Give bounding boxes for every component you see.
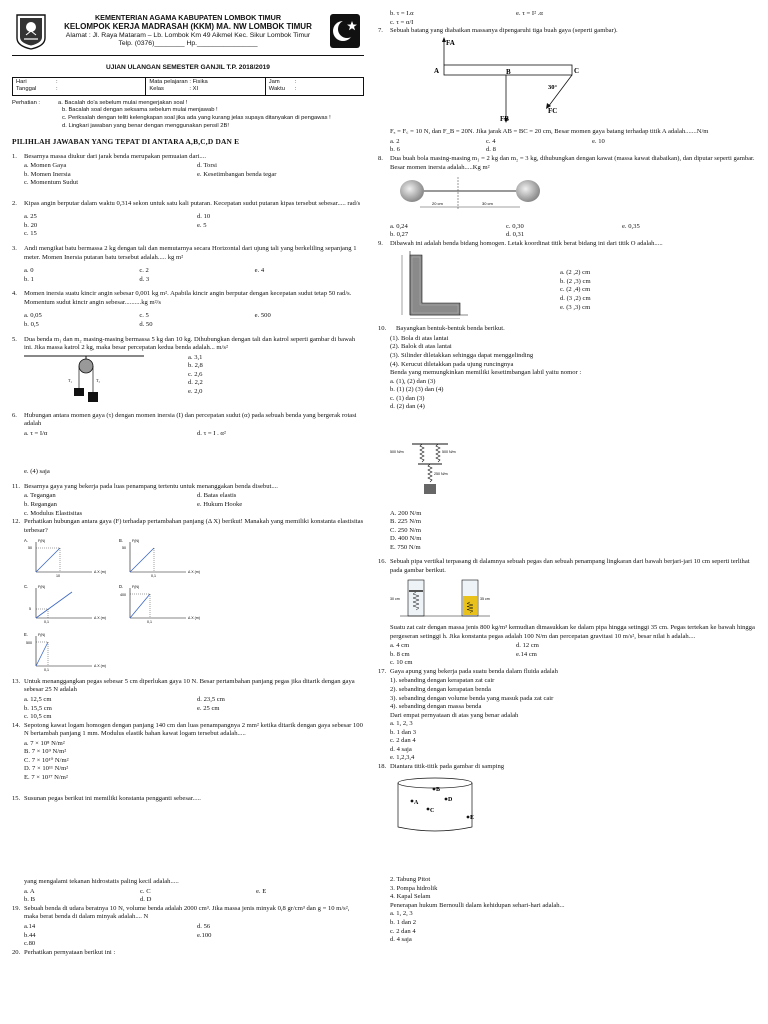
svg-text:Δ X (m): Δ X (m) [188, 570, 200, 575]
spring-system-figure [390, 442, 470, 500]
svg-text:30°: 30° [548, 83, 558, 91]
option[interactable]: a. 4 cm [390, 642, 410, 650]
phone: Telp. (0376)________ Hp.________________ [118, 40, 258, 48]
svg-text:FB: FB [500, 114, 509, 123]
question-6-options-cont [378, 10, 760, 27]
question-7: 7. Sebuah batang yang diabaikan massanya dipengaruhi tiga buah gaya (seperti gambar). FA A B C FB FC 30° Fₐ = F꜀ = 10 N, dan F_B = 20N. Jika jarak AB = BC = 20 cm, Besar momen gaya batang terhadap titik A adalah.......N/m a. 2 c. 4 e. 10 b. 6 d. 8 [378, 27, 760, 155]
option[interactable]: b. (1) (2) (3) dan (4) [390, 386, 444, 394]
letterhead [12, 10, 364, 56]
option[interactable]: B. 7 × 10⁹ N/m² [24, 748, 67, 756]
nw-logo-icon [328, 12, 362, 50]
svg-text:500 N/m: 500 N/m [442, 449, 456, 454]
option[interactable]: a. (1), (2) dan (3) [390, 377, 436, 385]
option[interactable]: d. (3 ,2) cm [560, 295, 591, 302]
svg-text:T₁: T₁ [68, 377, 72, 383]
option[interactable]: e. (4) saja [24, 468, 50, 476]
option[interactable]: d. 8 [486, 146, 496, 154]
option[interactable]: D. 7 × 10¹¹ N/m² [24, 765, 69, 773]
svg-text:C.: C. [24, 584, 29, 590]
option[interactable]: a. 25 [24, 213, 37, 221]
option[interactable]: b. 8 cm [390, 650, 410, 658]
question-8: 8. Dua buah bola masing-masing m₁ = 2 kg dan m₂ = 3 kg, dihubungkan dengan kawat (massa kawat diabaikan), dan diputar seperti gambar. Besar momen inersia adalah.....Kg m² 20 cm 30 cm a. 0,24 c. 0,30 e. 0,35 b. 0,27 d. 0,31 [378, 155, 760, 240]
option[interactable]: a. 7 × 10⁸ N/m² [24, 739, 65, 747]
option[interactable]: c. 15 [24, 230, 37, 238]
tube-spring-figure [390, 576, 500, 620]
option[interactable]: e. 4 [254, 267, 265, 275]
l-shape-figure [390, 249, 470, 319]
option[interactable]: a. Tegangan [24, 492, 56, 500]
svg-text:B.: B. [119, 538, 123, 544]
option[interactable]: e. E [256, 887, 267, 895]
right-column [378, 10, 760, 1020]
svg-text:FA: FA [446, 38, 455, 47]
option[interactable]: a. 2 [390, 137, 400, 145]
option[interactable]: d. Torsi [197, 162, 217, 170]
option[interactable]: c. Momentum Sudut [24, 179, 79, 187]
svg-text:F(N): F(N) [38, 585, 46, 590]
option[interactable]: a. 0,24 [390, 222, 408, 230]
question-12: 12. Perhatikan hubungan antara gaya (F) terhadap pertambahan panjang (Δ X) berikut! Manakah yang memiliki konstanta elastisitas terbesar? A. F(N) 50 10 Δ X (m) B. F(N) 50 0,1 Δ X (m) C. F(N) 5 0,1 Δ X (m) D. F(N) 400 0,1 Δ X (m) E. F(N) 500 0,1 Δ X (m) [12, 518, 364, 673]
option[interactable]: c. 2,6 [188, 370, 203, 378]
info-cell-subject: Mata pelajaran : Fisika Kelas : XI [146, 77, 265, 95]
container-points-figure [390, 773, 480, 835]
svg-text:400: 400 [120, 593, 126, 598]
svg-text:B: B [436, 786, 441, 793]
svg-text:500: 500 [26, 641, 32, 646]
option[interactable]: A. 200 N/m [390, 509, 422, 517]
svg-text:20 cm: 20 cm [432, 201, 443, 207]
info-cell-time: Jam : Waktu : [265, 77, 363, 95]
question-16: 16. Sebuah pipa vertikal terpasang di dalamnya sebuah pegas dan sebuah penampang lingkaran dari bawah berjari-jari 10 cm seperti terlihat pada gambar berikut. 30 cm 35 cm Suatu zat cair dengan massa jenis 800 kg/m³ kemudian dimasukkan ke dalam pipa hingga setinggi 35 cm. Pegas tertekan ke bawah hingga pergeseran setinggi h. Jika konstanta pegas adalah 100 N/m dan percepatan gravitasi 10 m/s², besar nilai h adalah.... a. 4 cm d. 12 cm b. 8 cm e.14 cm c. 10 cm [378, 558, 760, 668]
option[interactable]: a. Momen Gaya [24, 162, 67, 170]
option[interactable]: d. Batas elastis [197, 492, 237, 500]
option[interactable]: d. (2) dan (4) [390, 403, 425, 411]
svg-text:E.: E. [24, 632, 28, 638]
option[interactable]: a. τ = I/α [24, 429, 48, 437]
option[interactable]: b. (2 ,3) cm [560, 277, 591, 285]
option[interactable]: a. (2 ,2) cm [560, 269, 591, 277]
option[interactable]: b. B [24, 896, 35, 904]
question-11: 11. Besarnya gaya yang bekerja pada luas penampang tertentu untuk menanggakan benda disebut.... a. Tegangan d. Batas elastis b. Regangan e. Hukum Hooke c. Modulus Elastisitas [12, 483, 364, 518]
student-info-table [12, 77, 364, 96]
option[interactable]: d. D [140, 896, 152, 904]
question-10: 10. Bayangkan bentuk-bentuk benda berikut. (1). Bola di atas lantai (2). Balok di atas lantai (3). Silinder diletakkan sehingga dapat menggelinding (4). Kerucut diletakkan pada ujung runcingnya Benda yang memungkinkan memiliki kesetimbangan labil yaitu nomor : a. (1), (2) dan (3) b. (1) (2) (3) dan (4) c. (1) dan (3) d. (2) dan (4) [378, 325, 760, 412]
option[interactable]: c. Modulus Elastisitas [24, 509, 83, 517]
option[interactable]: C. 7 × 10¹⁰ N/m² [24, 756, 69, 764]
svg-text:FC: FC [548, 106, 558, 115]
graph-options-figure [24, 536, 214, 674]
option[interactable]: b.44 [24, 931, 36, 939]
svg-text:500 N/m: 500 N/m [390, 449, 404, 454]
option[interactable]: c. C [140, 887, 151, 895]
svg-text:C: C [574, 66, 580, 75]
option[interactable]: c. τ = α/I [390, 18, 414, 26]
svg-text:C: C [430, 807, 435, 814]
pulley-figure [24, 354, 164, 406]
option[interactable]: c. (2 ,4) cm [560, 286, 591, 294]
question-18: 18. Diantara titik-titik pada gambar di samping B A D C E [378, 763, 760, 838]
option[interactable]: d. 0,31 [506, 231, 525, 239]
svg-text:30 cm: 30 cm [390, 597, 400, 602]
svg-text:A: A [414, 799, 419, 806]
section-title: PILIHLAH JAWABAN YANG TEPAT DI ANTARA A,B,C,D DAN E [12, 136, 240, 146]
option[interactable]: a. 0 [24, 267, 34, 275]
option[interactable]: c. 5 [139, 312, 149, 320]
option[interactable]: b. 2,8 [188, 362, 203, 370]
option[interactable]: c. 10,5 cm [24, 713, 52, 721]
svg-text:F(N): F(N) [132, 539, 140, 544]
option[interactable]: d. 10 [197, 213, 211, 221]
question-1: 1. Besarnya massa diukur dari jarak benda merupakan pemuaian dari.... a. Momen Gaya d. Torsi b. Momen Inersia e. Kesetimbangan benda tegar c. Momentum Sudut [12, 153, 364, 188]
question-19: 19. Sebuah benda di udara beratnya 10 N, volume benda adalah 2000 cm³. Jika massa jenis minyak 0,8 gr/cm³ dan g = 10 m/s², maka berat benda di dalam minyak adalah.... N a.14 d. 56 b.44 e.100 c.80 [12, 905, 364, 949]
graph-c[interactable] [24, 584, 106, 624]
graph-a[interactable] [24, 538, 106, 578]
option[interactable]: d. τ = I . α² [197, 429, 226, 437]
svg-text:Δ X (m): Δ X (m) [94, 570, 106, 575]
option[interactable]: D. 400 N/m [390, 535, 422, 543]
svg-text:T₂: T₂ [96, 377, 100, 383]
option[interactable]: e. 1,2,3,4 [390, 754, 415, 762]
question-5: 5. Dua benda m₁ dan m₂ masing-masing bermassa 5 kg dan 10 kg. Dihubungkan dengan tali dan katrol seperti gambar di bawah ini. Jika massa katrol 2 kg, maka besar percepatan kedua benda adalah... m/s² T₁ T₂ a. 3,1 b. 2,8 c. 2,6 d. 2,2 e. 2,0 [12, 336, 364, 406]
question-20: 20. Perhatikan pernyataan berikut ini : [12, 948, 116, 956]
svg-text:0,1: 0,1 [44, 620, 49, 625]
option[interactable]: b. Regangan [24, 501, 57, 508]
kkm-name: KELOMPOK KERJA MADRASAH (KKM) MA. NW LOMBOK TIMUR [64, 22, 312, 31]
option[interactable]: b. 0,27 [390, 231, 409, 239]
svg-text:0,1: 0,1 [44, 668, 49, 673]
svg-text:Δ X (m): Δ X (m) [188, 616, 200, 621]
info-cell-day: Hari : Tanggal : [13, 77, 146, 95]
option[interactable]: b. 0,5 [24, 320, 39, 328]
option[interactable]: b. 6 [390, 146, 400, 154]
option[interactable]: E. 750 N/m [390, 543, 421, 551]
option[interactable]: a.14 [24, 922, 36, 930]
option[interactable]: c. 2 [139, 267, 149, 275]
svg-text:0,1: 0,1 [147, 620, 152, 625]
option[interactable]: a. 12,5 cm [24, 695, 52, 703]
option[interactable]: e. 25 cm [197, 704, 220, 712]
svg-text:F(N): F(N) [38, 633, 46, 638]
option[interactable]: c. 2 dan 4 [390, 737, 416, 745]
ministry-name: KEMENTERIAN AGAMA KABUPATEN LOMBOK TIMUR [94, 13, 282, 22]
question-2: 2. Kipas angin berputar dalam waktu 0,314 sekon untuk satu kali putaran. Kecepatan sudut putaran kipas tersebut sebesar..... rad/s a. 25 d. 10 b. 20 e. 5 c. 15 [12, 200, 364, 239]
option[interactable]: a. 3,1 [188, 353, 203, 361]
exam-title: UJIAN ULANGAN SEMESTER GANJIL T.P. 2018/2019 [106, 64, 270, 71]
svg-text:A: A [434, 66, 440, 75]
question-13: 13. Untuk menanggangkan pegas sebesar 5 cm diperlukan gaya 10 N. Besar pertambahan panjang pegas jika ditarik dengan gaya sebesar 25 N adalah a. 12,5 cm d. 23,5 cm b. 15,5 cm e. 25 cm c. 10,5 cm [12, 678, 364, 722]
option[interactable]: d. 12 cm [516, 642, 539, 650]
option[interactable]: b. 1 dan 2 [390, 918, 417, 926]
option[interactable]: e.14 cm [516, 650, 537, 658]
svg-text:F(N): F(N) [38, 539, 46, 544]
option[interactable]: B. 225 N/m [390, 518, 421, 526]
option[interactable]: b. τ = I.α [390, 10, 414, 17]
svg-text:50: 50 [28, 546, 32, 551]
svg-text:250 N/m: 250 N/m [434, 471, 448, 476]
question-20-list: 2. Tabung Pitot 3. Pompa hidrolik 4. Kapal Selam Penerapan hukum Bernoulli dalam kehidupan sehari-hari adalah... a. 1, 2, 3 b. 1 dan 2 c. 2 dan 4 d. 4 saja [378, 876, 760, 945]
option[interactable]: a. 1, 2, 3 [390, 910, 413, 918]
option[interactable]: e. Kesetimbangan benda tegar [197, 170, 277, 178]
option[interactable]: a. A [24, 887, 35, 895]
option[interactable]: e. 10 [592, 137, 605, 145]
svg-text:10: 10 [56, 574, 60, 579]
option[interactable]: e. 0,35 [622, 222, 640, 230]
svg-text:B: B [506, 67, 511, 76]
svg-text:F(N): F(N) [132, 585, 140, 590]
question-9: 9. Dibawah ini adalah benda bidang homogen. Letak koordinat titik berat bidang ini dari titik O adalah..... a. (2 ,2) cm b. (2 ,3) cm c. (2 ,4) cm d. (3 ,2) cm e. (3 ,3) cm [378, 240, 760, 320]
option[interactable]: E. 7 × 10¹⁷ N/m² [24, 774, 68, 781]
svg-text:5: 5 [29, 607, 31, 612]
svg-text:D: D [448, 796, 453, 803]
question-fragment [12, 468, 364, 477]
option[interactable]: c. 0,30 [506, 222, 524, 230]
option[interactable]: c. 2 dan 4 [390, 927, 416, 935]
question-4: 4. Momen inersia suatu kincir angin sebesar 0,001 kg m². Apabila kincir angin berputar dengan kecepatan sudut tetap 50 rad/s. Momentum sudut kincir angin sebesar..........kg m²/s a. 0,05 c. 5 e. 500 b. 0,5 d. 50 [12, 290, 364, 329]
question-16-continuation: yang mengalami tekanan hidrostatis paling kecil adalah..... a. A c. C e. E b. B d. D [12, 878, 364, 905]
option[interactable]: b. Momen Inersia [24, 170, 71, 178]
graph-b[interactable] [119, 538, 200, 578]
option[interactable]: b. 15,5 cm [24, 704, 52, 712]
option[interactable]: a. 1, 2, 3 [390, 720, 413, 728]
left-column [12, 10, 364, 1020]
option[interactable]: c. 4 [486, 137, 496, 145]
option[interactable]: a. 0,05 [24, 312, 42, 320]
question-6: 6. Hubungan antara momen gaya (τ) dengan momen inersia (I) dan percepatan sudut (α) pada sebuah benda yang bergerak rotasi adalah a. τ = I/α d. τ = I . α² [12, 412, 364, 439]
graph-e[interactable] [24, 632, 106, 672]
option[interactable]: c.80 [24, 940, 36, 948]
option[interactable]: b. 1 dan 3 [390, 728, 417, 736]
letterhead-text [52, 13, 324, 49]
svg-text:50: 50 [122, 546, 126, 551]
option[interactable]: d. 4 saja [390, 936, 412, 944]
svg-text:A.: A. [24, 538, 28, 544]
svg-text:E: E [470, 814, 475, 821]
instructions: Perhatian : a. Bacalah do'a sebelum mulai mengerjakan soal ! b. Bacalah soal dengan seksama sebelum mulai menjawab ! c. Periksalah dengan teliti kelengkapan soal jika ada yang kurang jelas supaya ditanyakan di pengawas ! d. Lingkari jawaban yang benar dengan menggunakan pensil 2B! [12, 99, 331, 130]
two-balls-figure [390, 173, 550, 219]
option[interactable]: d. 2,2 [188, 379, 203, 387]
option[interactable]: e. τ = I² .α [516, 10, 543, 17]
option[interactable]: b. 1 [24, 275, 34, 283]
option[interactable]: d. 23,5 cm [197, 695, 225, 703]
address: Alamat : Jl. Raya Mataram – Lb. Lombok Km 49 Aikmel Kec. Sikur Lombok Timur [65, 32, 311, 39]
svg-text:Δ X (m): Δ X (m) [94, 616, 106, 621]
svg-text:30 cm: 30 cm [482, 201, 493, 207]
graph-d[interactable] [119, 584, 200, 624]
kemenag-logo-icon [14, 12, 48, 50]
option[interactable]: b. 20 [24, 221, 38, 229]
option[interactable]: e. 500 [254, 312, 271, 320]
option[interactable]: d. 56 [197, 922, 211, 930]
option[interactable]: e. 2,0 [188, 387, 203, 395]
option[interactable]: e. 5 [197, 221, 207, 229]
option[interactable]: d. 3 [139, 275, 150, 283]
option[interactable]: C. 250 N/m [390, 526, 421, 534]
option[interactable]: c. 10 cm [390, 659, 413, 667]
option[interactable]: c. (1) dan (3) [390, 394, 425, 402]
option[interactable]: e. Hukum Hooke [197, 501, 243, 508]
question-17: 17. Gaya apung yang bekerja pada suatu benda dalam fluida adalah 1). sebanding dengan kerapatan zat cair 2). sebanding dengan kerapatan benda 3). sebanding dengan volume benda yang masuk pada zat cair 4). sebanding dengan massa benda Dari empat pernyataan di atas yang benar adalah a. 1, 2, 3 b. 1 dan 3 c. 2 dan 4 d. 4 saja e. 1,2,3,4 [378, 668, 760, 763]
option[interactable]: d. 4 saja [390, 745, 412, 753]
beam-forces-figure [390, 37, 590, 125]
question-3: 3. Andi mengikat batu bermassa 2 kg dengan tali dan memutarnya secara Horizontal dari ujung tali yang berkeliling sepanjang 1 meter. Momen Inersia putaran batu tersebut adalah..... kg m² a. 0 c. 2 e. 4 b. 1 d. 3 [12, 245, 364, 284]
option[interactable]: d. 50 [139, 320, 153, 328]
svg-text:D.: D. [119, 584, 124, 590]
question-14: 14. Sepotong kawat logam homogen dengan panjang 140 cm dan luas penampangnya 2 mm² ketika ditarik dengan gaya sebesar 100 N bertambah panjang 1 mm. Modulus elastik bahan kawat logam tersebut adalah..... a. 7 × 10⁸ N/m² B. 7 × 10⁹ N/m² C. 7 × 10¹⁰ N/m² D. 7 × 10¹¹ N/m² E. 7 × 10¹⁷ N/m² [12, 721, 363, 781]
svg-text:35 cm: 35 cm [480, 597, 490, 602]
option[interactable]: e. (3 ,3) cm [560, 303, 591, 311]
svg-text:0,1: 0,1 [151, 574, 156, 579]
question-15: 15. Susunan pegas berikut ini memiliki konstanta pengganti sebesar..... [12, 794, 201, 802]
option[interactable]: e.100 [197, 931, 212, 939]
svg-text:Δ X (m): Δ X (m) [94, 664, 106, 669]
question-15-figure [378, 442, 760, 552]
